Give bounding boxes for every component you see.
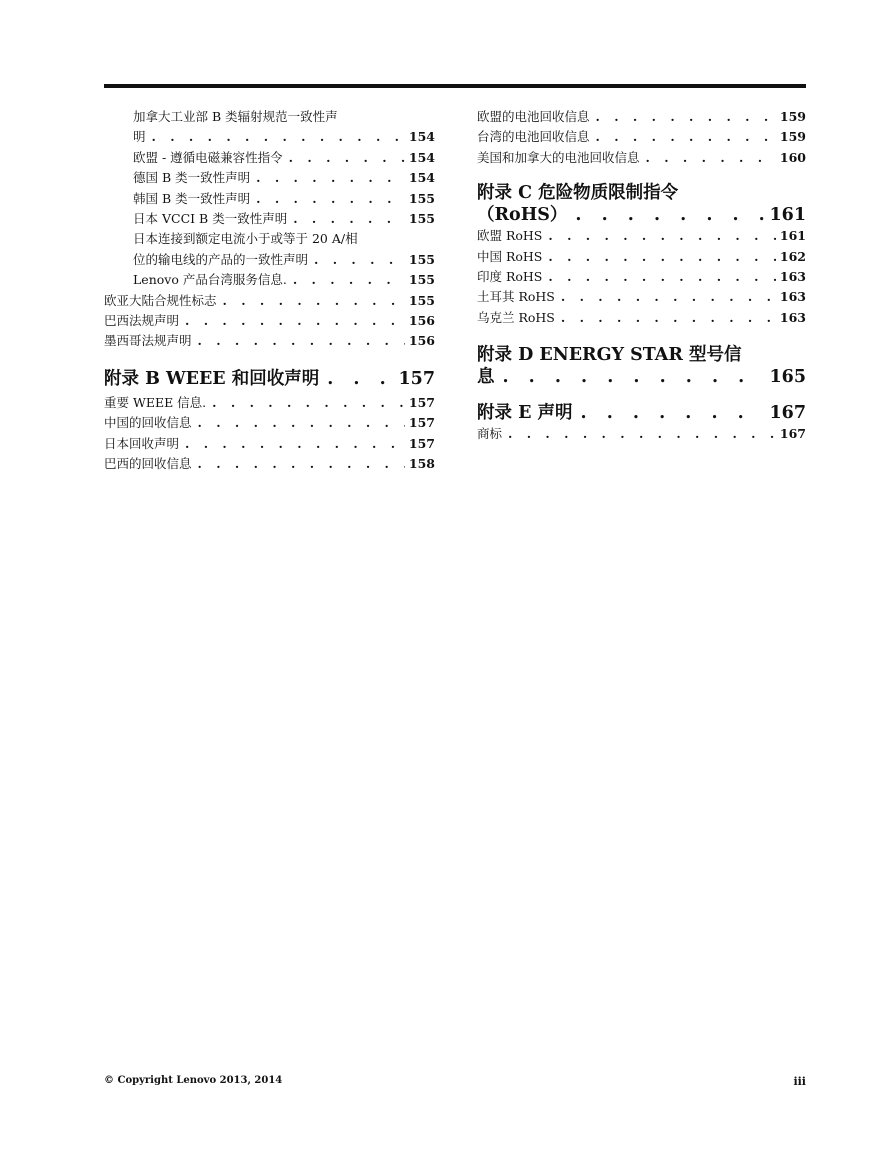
toc-entry-title: 台湾的电池回收信息: [477, 129, 590, 145]
toc-entry-title: 印度 RoHS: [477, 269, 543, 285]
toc-entry[interactable]: [104, 393, 435, 413]
toc-heading-page: 157: [398, 368, 435, 389]
toc-entry-page: 156: [408, 333, 435, 349]
toc-entry-page: 157: [408, 435, 435, 451]
toc-entry-page: 154: [408, 149, 435, 165]
toc-entry-page: 157: [408, 394, 435, 410]
toc-entry[interactable]: [477, 424, 806, 444]
toc-heading-line: 附录 C 危险物质限制指令: [477, 183, 679, 204]
toc-entry-title: 乌克兰 RoHS: [477, 309, 555, 325]
toc-heading-title: （RoHS）: [477, 205, 568, 226]
toc-entry[interactable]: [104, 434, 435, 454]
toc-entry-title: 商标: [477, 426, 503, 442]
toc-entry-title: 欧盟 RoHS: [477, 228, 543, 244]
toc-entry-title: 土耳其 RoHS: [477, 289, 555, 305]
toc-entry-page: 155: [408, 190, 435, 206]
toc-heading-line: 附录 D ENERGY STAR 型号信: [477, 345, 742, 366]
toc-entry[interactable]: [104, 270, 435, 290]
toc-entry-title: 欧盟的电池回收信息: [477, 109, 590, 124]
toc-heading-page: 161: [769, 205, 806, 226]
toc-entry[interactable]: [477, 287, 806, 307]
toc-entry-page: 167: [779, 426, 806, 442]
toc-entry-title: 中国的回收信息: [104, 415, 192, 431]
toc-appendix-heading[interactable]: [477, 366, 806, 388]
toc-entry-page: 163: [779, 269, 806, 285]
toc-heading-page: 165: [769, 367, 806, 388]
toc-entry-page: 159: [779, 109, 806, 124]
toc-entry-page: 159: [779, 129, 806, 145]
toc-appendix-heading[interactable]: [477, 204, 806, 226]
toc-appendix-heading[interactable]: [477, 402, 806, 424]
toc-entry-title: 日本回收声明: [104, 435, 180, 451]
toc-entry-title: Lenovo 产品台湾服务信息.: [133, 272, 287, 288]
toc-entry-title: 欧盟 - 遵循电磁兼容性指令: [133, 149, 283, 165]
toc-entry-title: 韩国 B 类一致性声明: [133, 190, 251, 206]
toc-entry-page: 162: [779, 248, 806, 264]
toc-entry-title: 美国和加拿大的电池回收信息: [477, 149, 640, 165]
toc-entry-page: 155: [408, 272, 435, 288]
header-rule: [104, 84, 806, 88]
toc-entry-line: 日本连接到额定电流小于或等于 20 A/相: [133, 231, 358, 247]
toc-entry[interactable]: [104, 148, 435, 168]
toc-entry[interactable]: [104, 331, 435, 351]
toc-entry-line: 加拿大工业部 B 类辐射规范一致性声: [133, 109, 338, 124]
toc-entry-page: 163: [779, 309, 806, 325]
toc-entry-page: 155: [408, 292, 435, 308]
toc-entry-page: 158: [408, 456, 435, 472]
toc-heading-title: 附录 E 声明: [477, 403, 573, 424]
toc-entry[interactable]: [477, 226, 806, 246]
toc-heading-page: 167: [769, 403, 806, 424]
toc-left-column: [104, 107, 435, 475]
toc-entry-title: 日本 VCCI B 类一致性声明: [133, 211, 288, 227]
toc-entry-title: 明: [133, 129, 146, 145]
toc-entry[interactable]: [104, 189, 435, 209]
toc-appendix-heading[interactable]: [104, 368, 435, 390]
toc-entry-title: 重要 WEEE 信息.: [104, 394, 207, 410]
page-number: iii: [793, 1075, 806, 1088]
toc-entry[interactable]: [477, 267, 806, 287]
toc-entry-title: 巴西的回收信息: [104, 456, 192, 472]
toc-entry-page: 161: [779, 228, 806, 244]
toc-entry-title: 位的输电线的产品的一致性声明: [133, 251, 309, 267]
toc-entry-title: 欧亚大陆合规性标志: [104, 292, 217, 308]
toc-entry-title: 德国 B 类一致性声明: [133, 170, 251, 186]
toc-entry-page: 154: [408, 170, 435, 186]
toc-entry-page: 157: [408, 415, 435, 431]
toc-right-column: [477, 107, 806, 445]
toc-entry[interactable]: [477, 127, 806, 147]
toc-entry-title: 巴西法规声明: [104, 313, 180, 329]
toc-entry[interactable]: [104, 209, 435, 229]
toc-entry-title: 中国 RoHS: [477, 248, 543, 264]
toc-heading-title: 息: [477, 367, 495, 388]
toc-entry-page: 163: [779, 289, 806, 305]
toc-entry-page: 154: [408, 129, 435, 145]
copyright-notice: © Copyright Lenovo 2013, 2014: [104, 1075, 283, 1086]
toc-entry[interactable]: [104, 291, 435, 311]
toc-entry[interactable]: [104, 250, 435, 270]
toc-entry[interactable]: [477, 148, 806, 168]
toc-entry[interactable]: [104, 127, 435, 147]
toc-entry[interactable]: [104, 168, 435, 188]
toc-entry-page: 155: [408, 211, 435, 227]
toc-entry[interactable]: [477, 107, 806, 127]
toc-entry-title: 墨西哥法规声明: [104, 333, 192, 349]
toc-entry[interactable]: [104, 454, 435, 474]
toc-entry[interactable]: [477, 247, 806, 267]
toc-entry[interactable]: [104, 311, 435, 331]
toc-entry[interactable]: [104, 413, 435, 433]
toc-entry[interactable]: [477, 308, 806, 328]
toc-entry-page: 160: [779, 149, 806, 165]
toc-heading-title: 附录 B WEEE 和回收声明: [104, 368, 320, 389]
toc-entry-page: 156: [408, 313, 435, 329]
toc-entry-page: 155: [408, 251, 435, 267]
